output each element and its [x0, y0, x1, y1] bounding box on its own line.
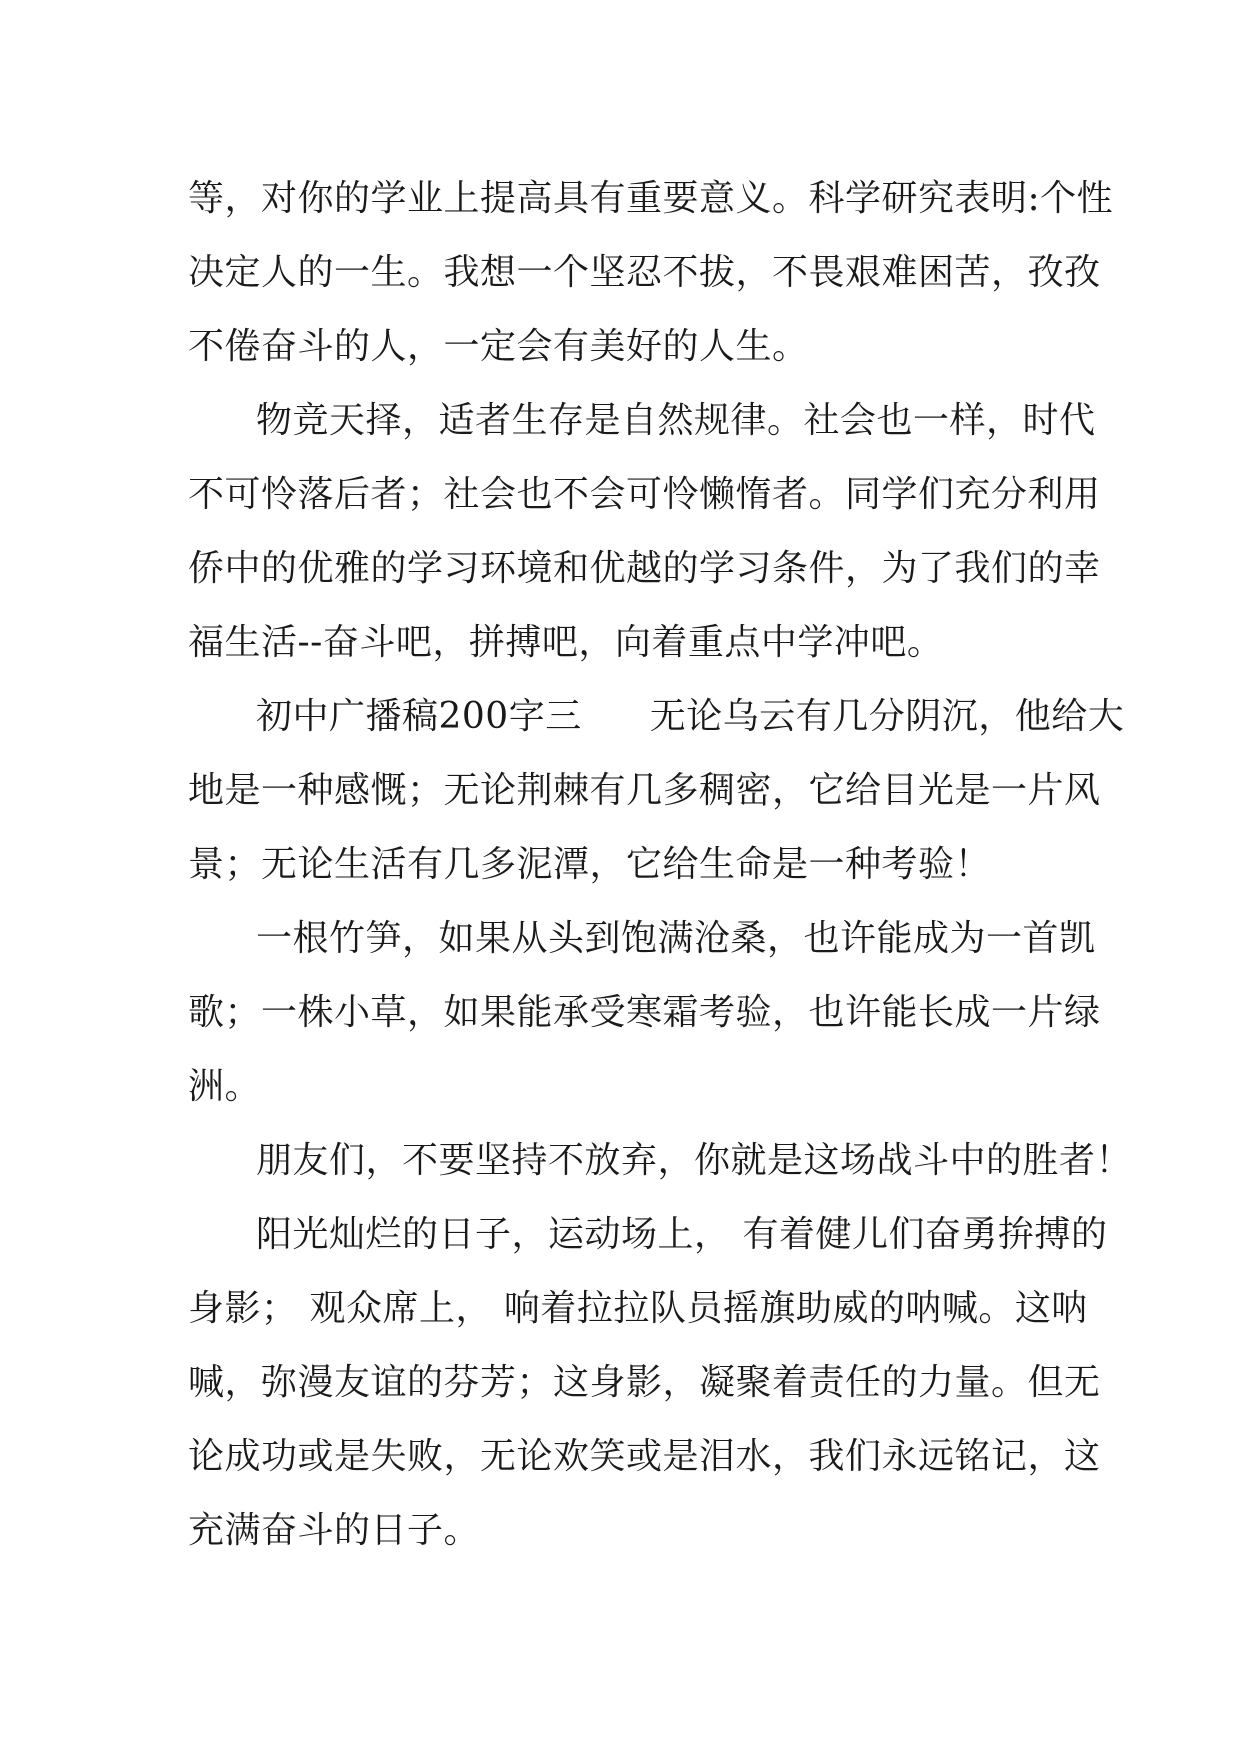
text-line: 决定人的一生。我想一个坚忍不拔，不畏艰难困苦，孜孜 [188, 252, 1101, 293]
body-text [188, 162, 1133, 1568]
text-line: 洲。 [188, 1066, 262, 1107]
text-line: 论成功或是失败，无论欢笑或是泪水，我们永远铭记，这 [188, 1436, 1101, 1477]
text-line: 阳光灿烂的日子，运动场上， 有着健儿们奋勇拚搏的 [256, 1214, 1108, 1255]
text-line: 侨中的优雅的学习环境和优越的学习条件，为了我们的幸 [188, 548, 1101, 589]
text-line: 等，对你的学业上提高具有重要意义。科学研究表明:个性 [188, 178, 1114, 219]
text-line: 不可怜落后者；社会也不会可怜懒惰者。同学们充分利用 [188, 474, 1101, 515]
text-line: 地是一种感慨；无论荆棘有几多稠密，它给目光是一片风 [188, 770, 1101, 811]
text-line: 不倦奋斗的人，一定会有美好的人生。 [188, 326, 809, 367]
text-line: 歌；一株小草，如果能承受寒霜考验，也许能长成一片绿 [188, 992, 1101, 1033]
text-line: 喊，弥漫友谊的芬芳；这身影，凝聚着责任的力量。但无 [188, 1362, 1101, 1403]
text-line: 充满奋斗的日子。 [188, 1510, 481, 1551]
text-line: 景；无论生活有几多泥潭，它给生命是一种考验！ [188, 844, 992, 885]
text-line: 福生活--奋斗吧，拼搏吧，向着重点中学冲吧。 [188, 622, 944, 663]
text-line: 一根竹笋，如果从头到饱满沧桑，也许能成为一首凯 [256, 918, 1096, 959]
paragraph-start: 无论乌云有几分阴沉，他给大 [649, 696, 1125, 737]
text-line: 身影； 观众席上， 响着拉拉队员摇旗助威的呐喊。这呐 [188, 1288, 1088, 1329]
text-line [188, 680, 1125, 754]
section-heading: 初中广播稿200字三 [256, 696, 582, 737]
text-line: 物竞天择，适者生存是自然规律。社会也一样，时代 [256, 400, 1096, 441]
text-line: 朋友们，不要坚持不放弃，你就是这场战斗中的胜者！ [256, 1140, 1133, 1181]
